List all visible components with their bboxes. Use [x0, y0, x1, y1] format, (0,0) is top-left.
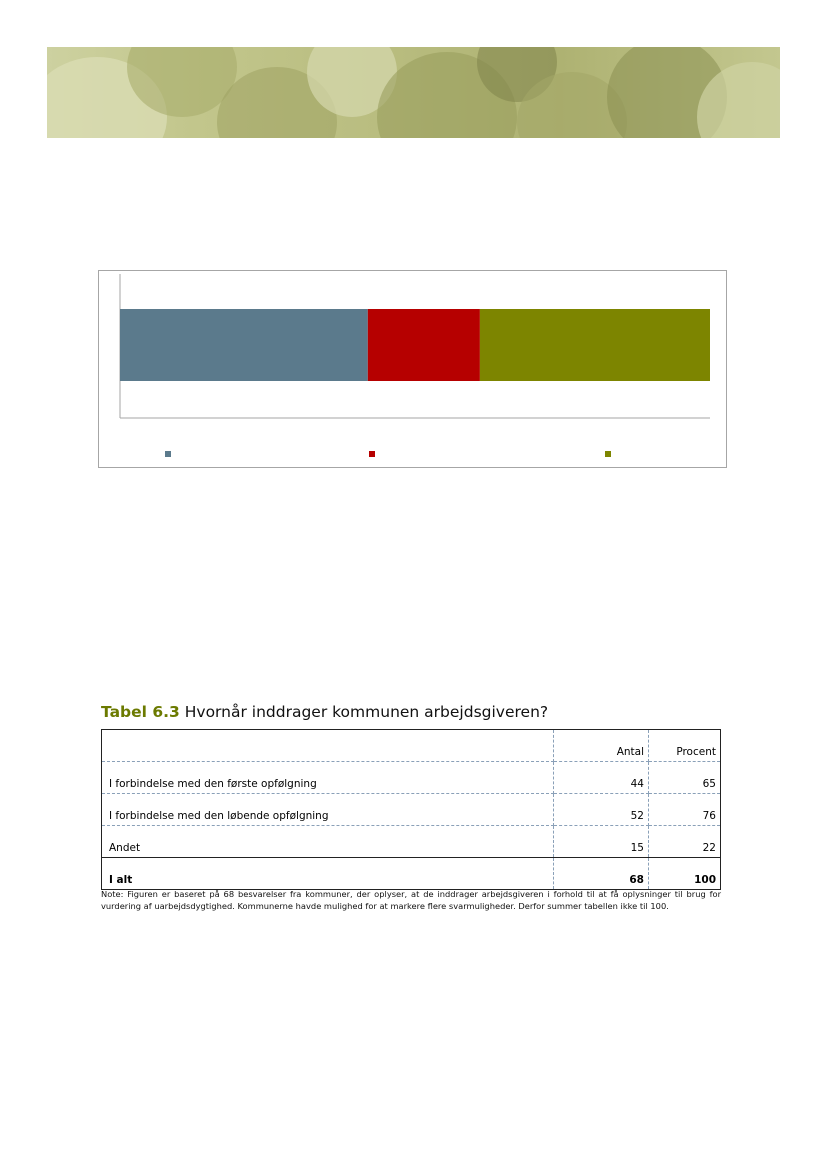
table-number: Tabel 6.3 [101, 703, 180, 721]
table-header-row [102, 730, 721, 762]
bar-segment-1 [120, 309, 368, 381]
stacked-bar-chart [98, 270, 727, 468]
table-row [102, 762, 721, 794]
row-antal: 44 [554, 762, 649, 794]
table-row [102, 794, 721, 826]
legend-marker-2 [369, 451, 375, 457]
table-note: Note: Figuren er baseret på 68 besvarelser fra kommuner, der oplyser, at de inddrager arbejdsgiveren i forhold til at få oplysninger til brug for vurdering af uarbejdsdygtighed. Kommunerne havde mulighed for at markere flere svarmuligheder. Derfor summer tabellen ikke til 100. [101, 889, 721, 912]
table-row [102, 826, 721, 858]
row-label: I forbindelse med den løbende opfølgning [102, 794, 554, 826]
row-label: I forbindelse med den første opfølgning [102, 762, 554, 794]
row-label: Andet [102, 826, 554, 858]
header-banner-image [47, 47, 780, 138]
row-procent: 22 [649, 826, 721, 858]
row-antal: 15 [554, 826, 649, 858]
legend-marker-1 [165, 451, 171, 457]
total-antal: 68 [554, 858, 649, 890]
header-procent: Procent [649, 730, 721, 762]
legend-marker-3 [605, 451, 611, 457]
total-procent: 100 [649, 858, 721, 890]
table-total-row [102, 858, 721, 890]
table-title [101, 703, 548, 721]
chart-canvas [99, 271, 726, 467]
row-antal: 52 [554, 794, 649, 826]
table-title-text: Hvornår inddrager kommunen arbejdsgiveren? [184, 703, 549, 721]
total-label: I alt [102, 858, 554, 890]
header-antal: Antal [554, 730, 649, 762]
header-label-cell [102, 730, 554, 762]
row-procent: 76 [649, 794, 721, 826]
bar-segment-3 [480, 309, 710, 381]
bar-segment-2 [368, 309, 480, 381]
data-table [101, 729, 721, 890]
row-procent: 65 [649, 762, 721, 794]
